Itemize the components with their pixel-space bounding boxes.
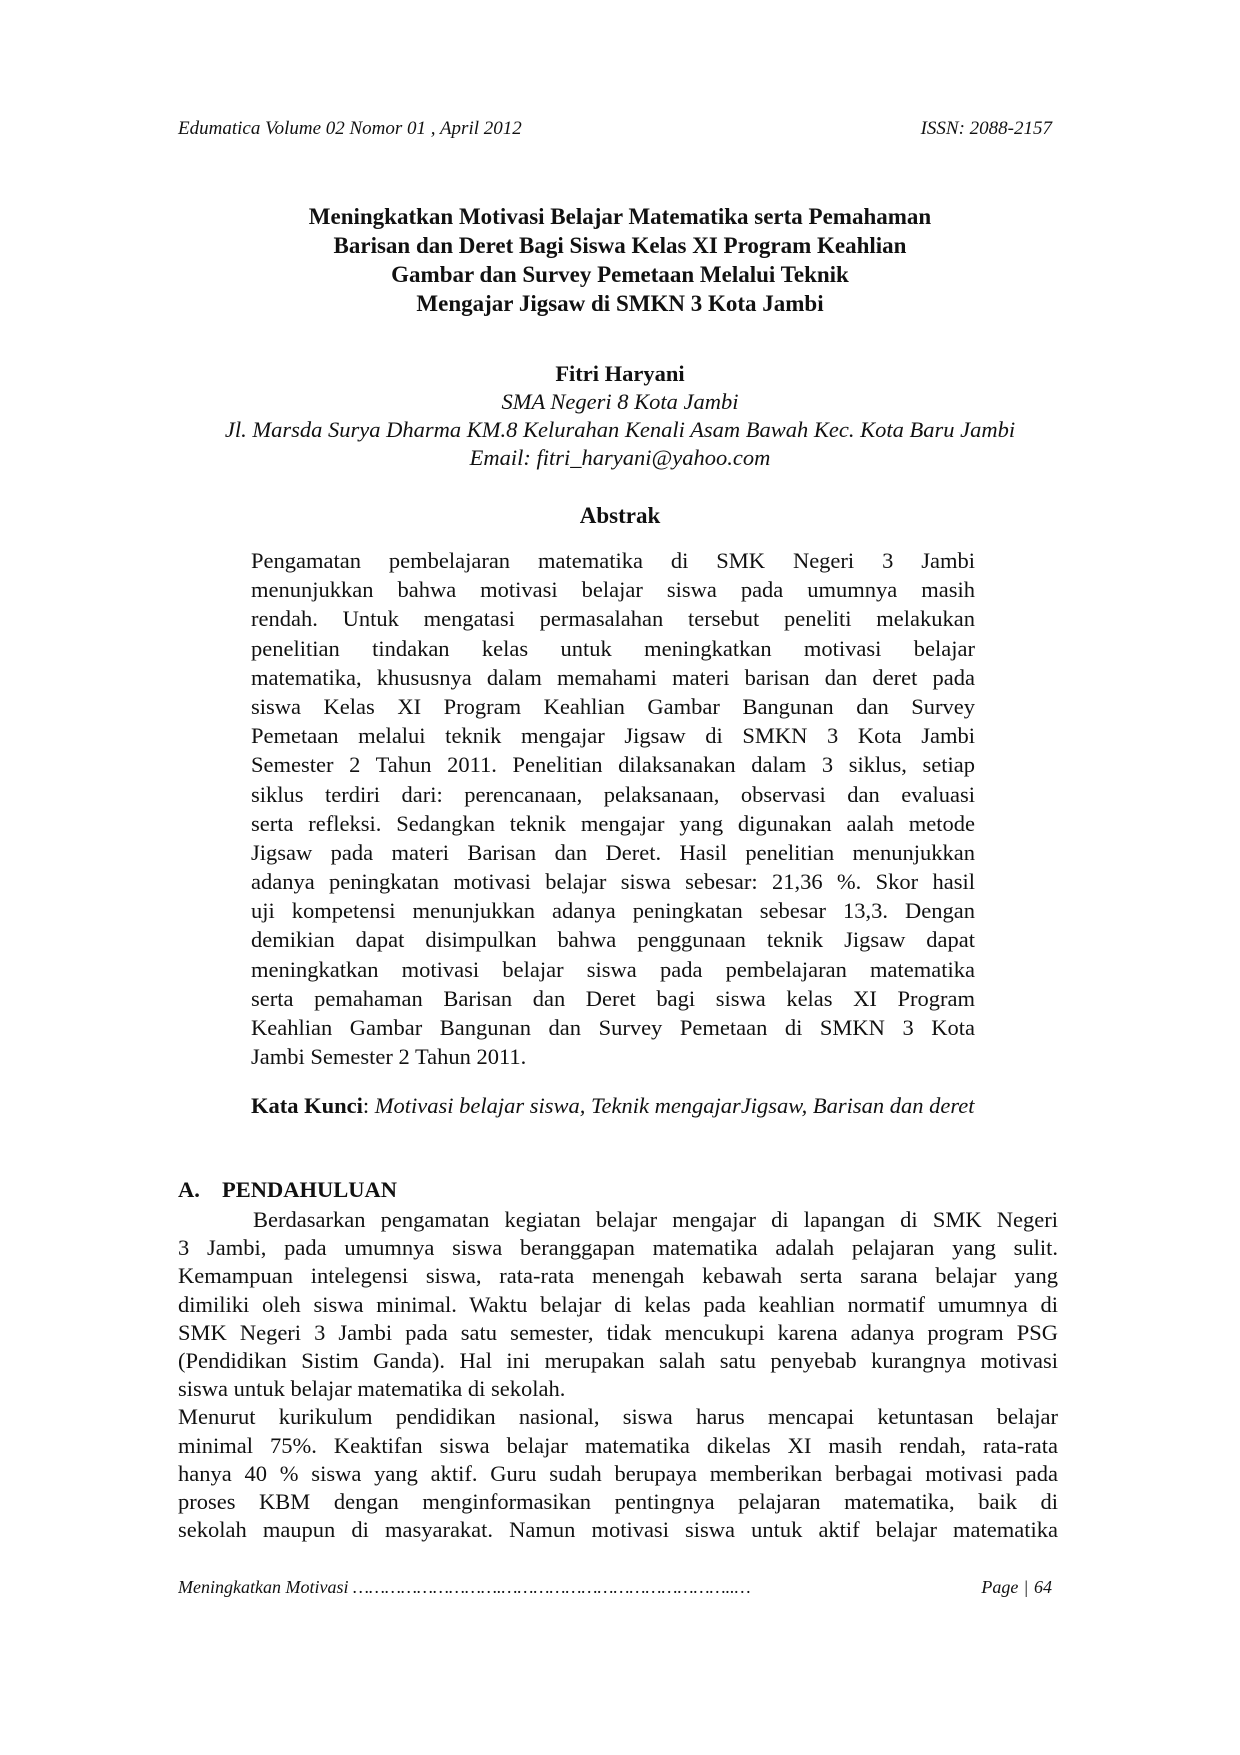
footer-page-label: Page <box>981 1577 1019 1597</box>
author-institution: SMA Negeri 8 Kota Jambi <box>501 389 739 414</box>
abstract-line: Pemetaan melalui teknik mengajar Jigsaw di SMKN 3 Kota Jambi <box>251 723 975 749</box>
abstract-line: adanya peningkatan motivasi belajar siswa sebesar: 21,36 %. Skor hasil <box>251 869 975 895</box>
abstract-line: siswa Kelas XI Program Keahlian Gambar Bangunan dan Survey <box>251 693 975 719</box>
body-line: SMK Negeri 3 Jambi pada satu semester, tidak mencukupi karena adanya program PSG <box>178 1319 1058 1345</box>
section-title: PENDAHULUAN <box>222 1177 398 1202</box>
introduction-body <box>178 1206 1058 1544</box>
footer-left <box>178 1577 751 1598</box>
title-line: Meningkatkan Motivasi Belajar Matematika serta Pemahaman <box>308 204 932 229</box>
running-footer <box>178 1577 1052 1603</box>
abstract-line: matematika, khususnya dalam memahami materi barisan dan deret pada <box>251 664 975 690</box>
keywords-values: Motivasi belajar siswa, Teknik mengajarJigsaw, Barisan dan deret <box>374 1093 975 1118</box>
body-line: 3 Jambi, pada umumnya siswa beranggapan matematika adalah pelajaran yang sulit. <box>178 1235 1058 1261</box>
author-name: Fitri Haryani <box>555 361 685 386</box>
abstract-line: siklus terdiri dari: perencanaan, pelaksanaan, observasi dan evaluasi <box>251 781 975 807</box>
abstract-heading: Abstrak <box>579 503 661 528</box>
body-line: Menurut kurikulum pendidikan nasional, siswa harus mencapai ketuntasan belajar <box>178 1404 1058 1430</box>
footer-page <box>977 1577 1052 1598</box>
body-line: Kemampuan intelegensi siswa, rata-rata menengah kebawah serta sarana belajar yang <box>178 1263 1058 1289</box>
abstract-line: meningkatkan motivasi belajar siswa pada pembelajaran matematika <box>251 956 975 982</box>
issn: ISSN: 2088-2157 <box>920 118 1052 139</box>
body-line: siswa untuk belajar matematika di sekolah. <box>178 1376 566 1402</box>
title-line: Gambar dan Survey Pemetaan Melalui Teknik <box>391 262 849 287</box>
abstract-line: uji kompetensi menunjukkan adanya peningkatan sebesar 13,3. Dengan <box>251 898 975 924</box>
section-number: A. <box>178 1177 200 1202</box>
footer-dots: ……………………….……………………………………..… <box>352 1577 751 1597</box>
abstract-line: Semester 2 Tahun 2011. Penelitian dilaksanakan dalam 3 siklus, setiap <box>251 752 975 778</box>
body-line: (Pendidikan Sistim Ganda). Hal ini merupakan salah satu penyebab kurangnya motivasi <box>178 1347 1058 1373</box>
author-email: Email: fitri_haryani@yahoo.com <box>469 445 771 470</box>
abstract-line: rendah. Untuk mengatasi permasalahan tersebut peneliti melakukan <box>251 606 975 632</box>
footer-separator: | <box>1024 1577 1028 1597</box>
abstract-body <box>251 546 975 1071</box>
body-line: Berdasarkan pengamatan kegiatan belajar mengajar di lapangan di SMK Negeri <box>253 1207 1058 1232</box>
abstract-line: Jigsaw pada materi Barisan dan Deret. Hasil penelitian menunjukkan <box>251 839 975 865</box>
author-block <box>160 360 1080 472</box>
abstract-line: demikian dapat disimpulkan bahwa penggunaan teknik Jigsaw dapat <box>251 927 975 953</box>
body-line: minimal 75%. Keaktifan siswa belajar matematika dikelas XI masih rendah, rata-rata <box>178 1432 1058 1458</box>
journal-info: Edumatica Volume 02 Nomor 01 , April 2012 <box>178 118 522 139</box>
author-address: Jl. Marsda Surya Dharma KM.8 Kelurahan Kenali Asam Bawah Kec. Kota Baru Jambi <box>224 417 1016 442</box>
abstract-line: menunjukkan bahwa motivasi belajar siswa pada umumnya masih <box>251 577 975 603</box>
abstract-line: Jambi Semester 2 Tahun 2011. <box>251 1044 527 1070</box>
abstract-line: serta pemahaman Barisan dan Deret bagi siswa kelas XI Program <box>251 985 975 1011</box>
body-line: sekolah maupun di masyarakat. Namun motivasi siswa untuk aktif belajar matematika <box>178 1517 1058 1543</box>
title-line: Mengajar Jigsaw di SMKN 3 Kota Jambi <box>416 291 824 316</box>
footer-running-title: Meningkatkan Motivasi <box>178 1577 349 1597</box>
title-line: Barisan dan Deret Bagi Siswa Kelas XI Program Keahlian <box>333 233 907 258</box>
keywords-separator: : <box>362 1093 375 1118</box>
abstract-line: Keahlian Gambar Bangunan dan Survey Pemetaan di SMKN 3 Kota <box>251 1015 975 1040</box>
abstract-line: Pengamatan pembelajaran matematika di SMK Negeri 3 Jambi <box>251 548 975 573</box>
paper-title <box>160 202 1080 318</box>
abstract-line: serta refleksi. Sedangkan teknik mengajar yang digunakan aalah metode <box>251 810 975 836</box>
keywords <box>251 1093 1071 1119</box>
keywords-label: Kata Kunci <box>251 1093 363 1118</box>
section-heading <box>178 1177 397 1203</box>
body-line: hanya 40 % siswa yang aktif. Guru sudah berupaya memberikan berbagai motivasi pada <box>178 1460 1058 1486</box>
body-line: dimiliki oleh siswa minimal. Waktu belajar di kelas pada keahlian normatif umumnya di <box>178 1291 1058 1317</box>
body-line: proses KBM dengan menginformasikan pentingnya pelajaran matematika, baik di <box>178 1488 1058 1514</box>
abstract-line: penelitian tindakan kelas untuk meningkatkan motivasi belajar <box>251 635 975 661</box>
page-number: 64 <box>1034 1577 1052 1597</box>
running-header <box>178 118 1052 146</box>
